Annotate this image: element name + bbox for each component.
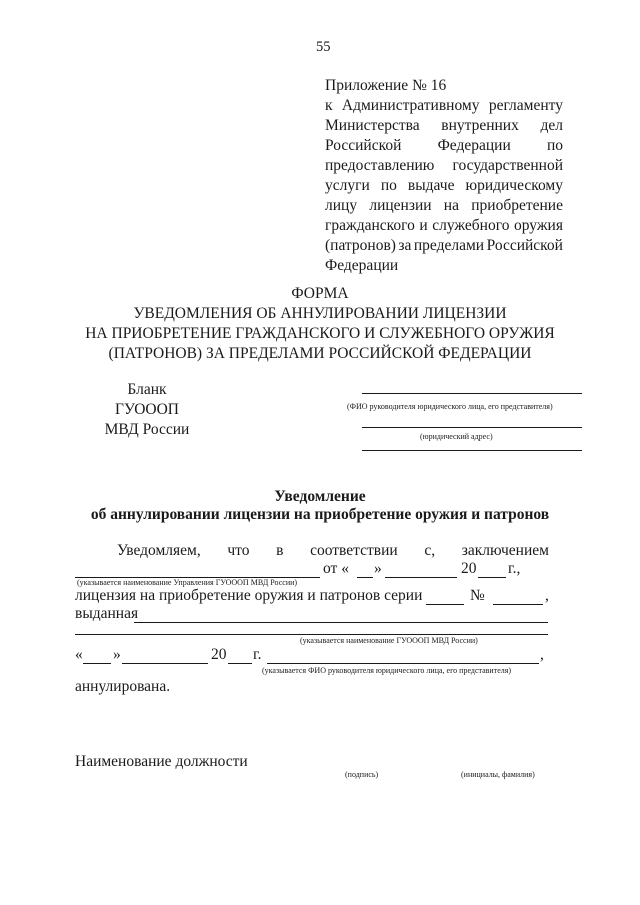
date-quote-open: « [75,646,83,663]
appendix-word: Административному [341,97,480,114]
appendix-word: Российской [325,137,402,154]
appendix-word: лицензии [369,197,432,214]
appendix-word: приобретение [471,197,563,214]
fio-caption: (указывается ФИО руководителя юридического лица, его представителя) [262,666,512,675]
appendix-word: пределами [413,237,485,254]
appendix-word: юридическому [465,177,563,194]
fio-comma: , [540,646,544,663]
appendix-text [325,96,563,256]
appendix-word: служебного [432,217,510,234]
form-title-line-2: УВЕДОМЛЕНИЯ ОБ АННУЛИРОВАНИИ ЛИЦЕНЗИИ [133,305,507,322]
date-day-line[interactable] [83,663,111,664]
page-number: 55 [316,39,331,55]
appendix-word: на [443,197,459,214]
appendix-word: к [325,97,333,114]
blank-line-2: ГУОООП [115,401,179,418]
intro-word: что [227,542,250,559]
intro-word: заключением [461,542,549,559]
appendix-word: по [546,137,563,154]
form-title-line-1: ФОРМА [291,285,349,302]
appendix-word: по [380,177,397,194]
blank-line-1: Бланк [127,381,167,398]
sign-caption: (подпись) [345,770,379,779]
appendix-line [325,156,563,176]
appendix-line [325,136,563,156]
from-year-suffix: г., [508,560,521,577]
recipient-fio-line[interactable] [362,393,582,394]
appendix-word: Федерации [437,137,511,154]
form-title-line-4: (ПАТРОНОВ) ЗА ПРЕДЕЛАМИ РОССИЙСКОЙ ФЕДЕРАЦИИ [108,345,532,362]
appendix-word: гражданского [325,217,415,234]
appendix-word: дел [540,117,563,134]
fio-line[interactable] [267,663,539,664]
appendix-word: регламенту [488,97,563,114]
appendix-line [325,236,563,256]
appendix-word: выдаче [407,177,455,194]
from-year-line[interactable] [478,577,506,578]
notice-subtitle: об аннулировании лицензии на приобретение оружия и патронов [90,506,550,523]
appendix-word: внутренних [441,117,519,134]
appendix-line [325,216,563,236]
recipient-address-caption: (юридический адрес) [420,432,493,441]
date-year-prefix: 20 [211,646,227,663]
appendix-word: (патронов) [325,237,396,254]
form-title [40,284,600,364]
position-label: Наименование должности [75,753,248,770]
appendix-line [325,176,563,196]
blank-block [92,380,202,440]
appendix-word: лицу [325,197,358,214]
appendix-word: Российской [486,237,563,254]
from-year-prefix: 20 [461,560,477,577]
appendix-title: Приложение № 16 [325,77,447,94]
appendix-last-line: Федерации [325,257,399,274]
issued-label: выданная [75,605,139,622]
issued-line-2[interactable] [75,634,548,635]
from-quote-close: » [374,560,382,577]
license-number-line[interactable] [493,604,543,605]
appendix-word: услуги [325,177,370,194]
recipient-extra-line[interactable] [362,450,582,451]
date-g: г. [253,646,262,663]
intro-word: Уведомляем, [117,542,201,559]
license-series-line[interactable] [426,604,464,605]
license-comma: , [545,587,549,604]
appendix-block [325,76,563,276]
guooop-caption: (указывается наименование ГУОООП МВД России) [300,636,478,645]
date-month-line[interactable] [122,663,208,664]
intro-word: с, [424,542,436,559]
appendix-word: государственной [452,157,563,174]
from-day-line[interactable] [357,577,373,578]
from-prefix: от « [323,560,349,577]
recipient-fio-caption: (ФИО руководителя юридического лица, его представителя) [347,402,553,411]
notice-intro-line [117,541,549,561]
form-title-line-3: НА ПРИОБРЕТЕНИЕ ГРАЖДАНСКОГО И СЛУЖЕБНОГО ОРУЖИЯ [85,325,555,342]
initials-caption: (инициалы, фамилия) [461,770,535,779]
recipient-address-line[interactable] [362,427,582,428]
appendix-word: оружия [514,217,563,234]
annulled-text: аннулирована. [75,678,171,695]
intro-word: в [276,542,284,559]
department-caption: (указывается наименование Управления ГУОООП МВД России) [77,578,298,587]
notice-title: Уведомление [274,488,366,505]
date-quote-close: » [113,646,121,663]
date-year-line[interactable] [228,663,252,664]
license-text: лицензия на приобретение оружия и патронов серии [75,587,423,604]
intro-word: соответствии [310,542,398,559]
appendix-word: за [398,237,412,254]
appendix-line [325,96,563,116]
appendix-word: Министерства [325,117,420,134]
appendix-word: и [419,217,428,234]
issued-line[interactable] [134,622,548,623]
appendix-line [325,196,563,216]
blank-line-3: МВД России [104,421,190,438]
from-month-line[interactable] [385,577,457,578]
appendix-word: предоставлению [325,157,435,174]
appendix-line [325,116,563,136]
license-number-sign: № [470,587,485,604]
